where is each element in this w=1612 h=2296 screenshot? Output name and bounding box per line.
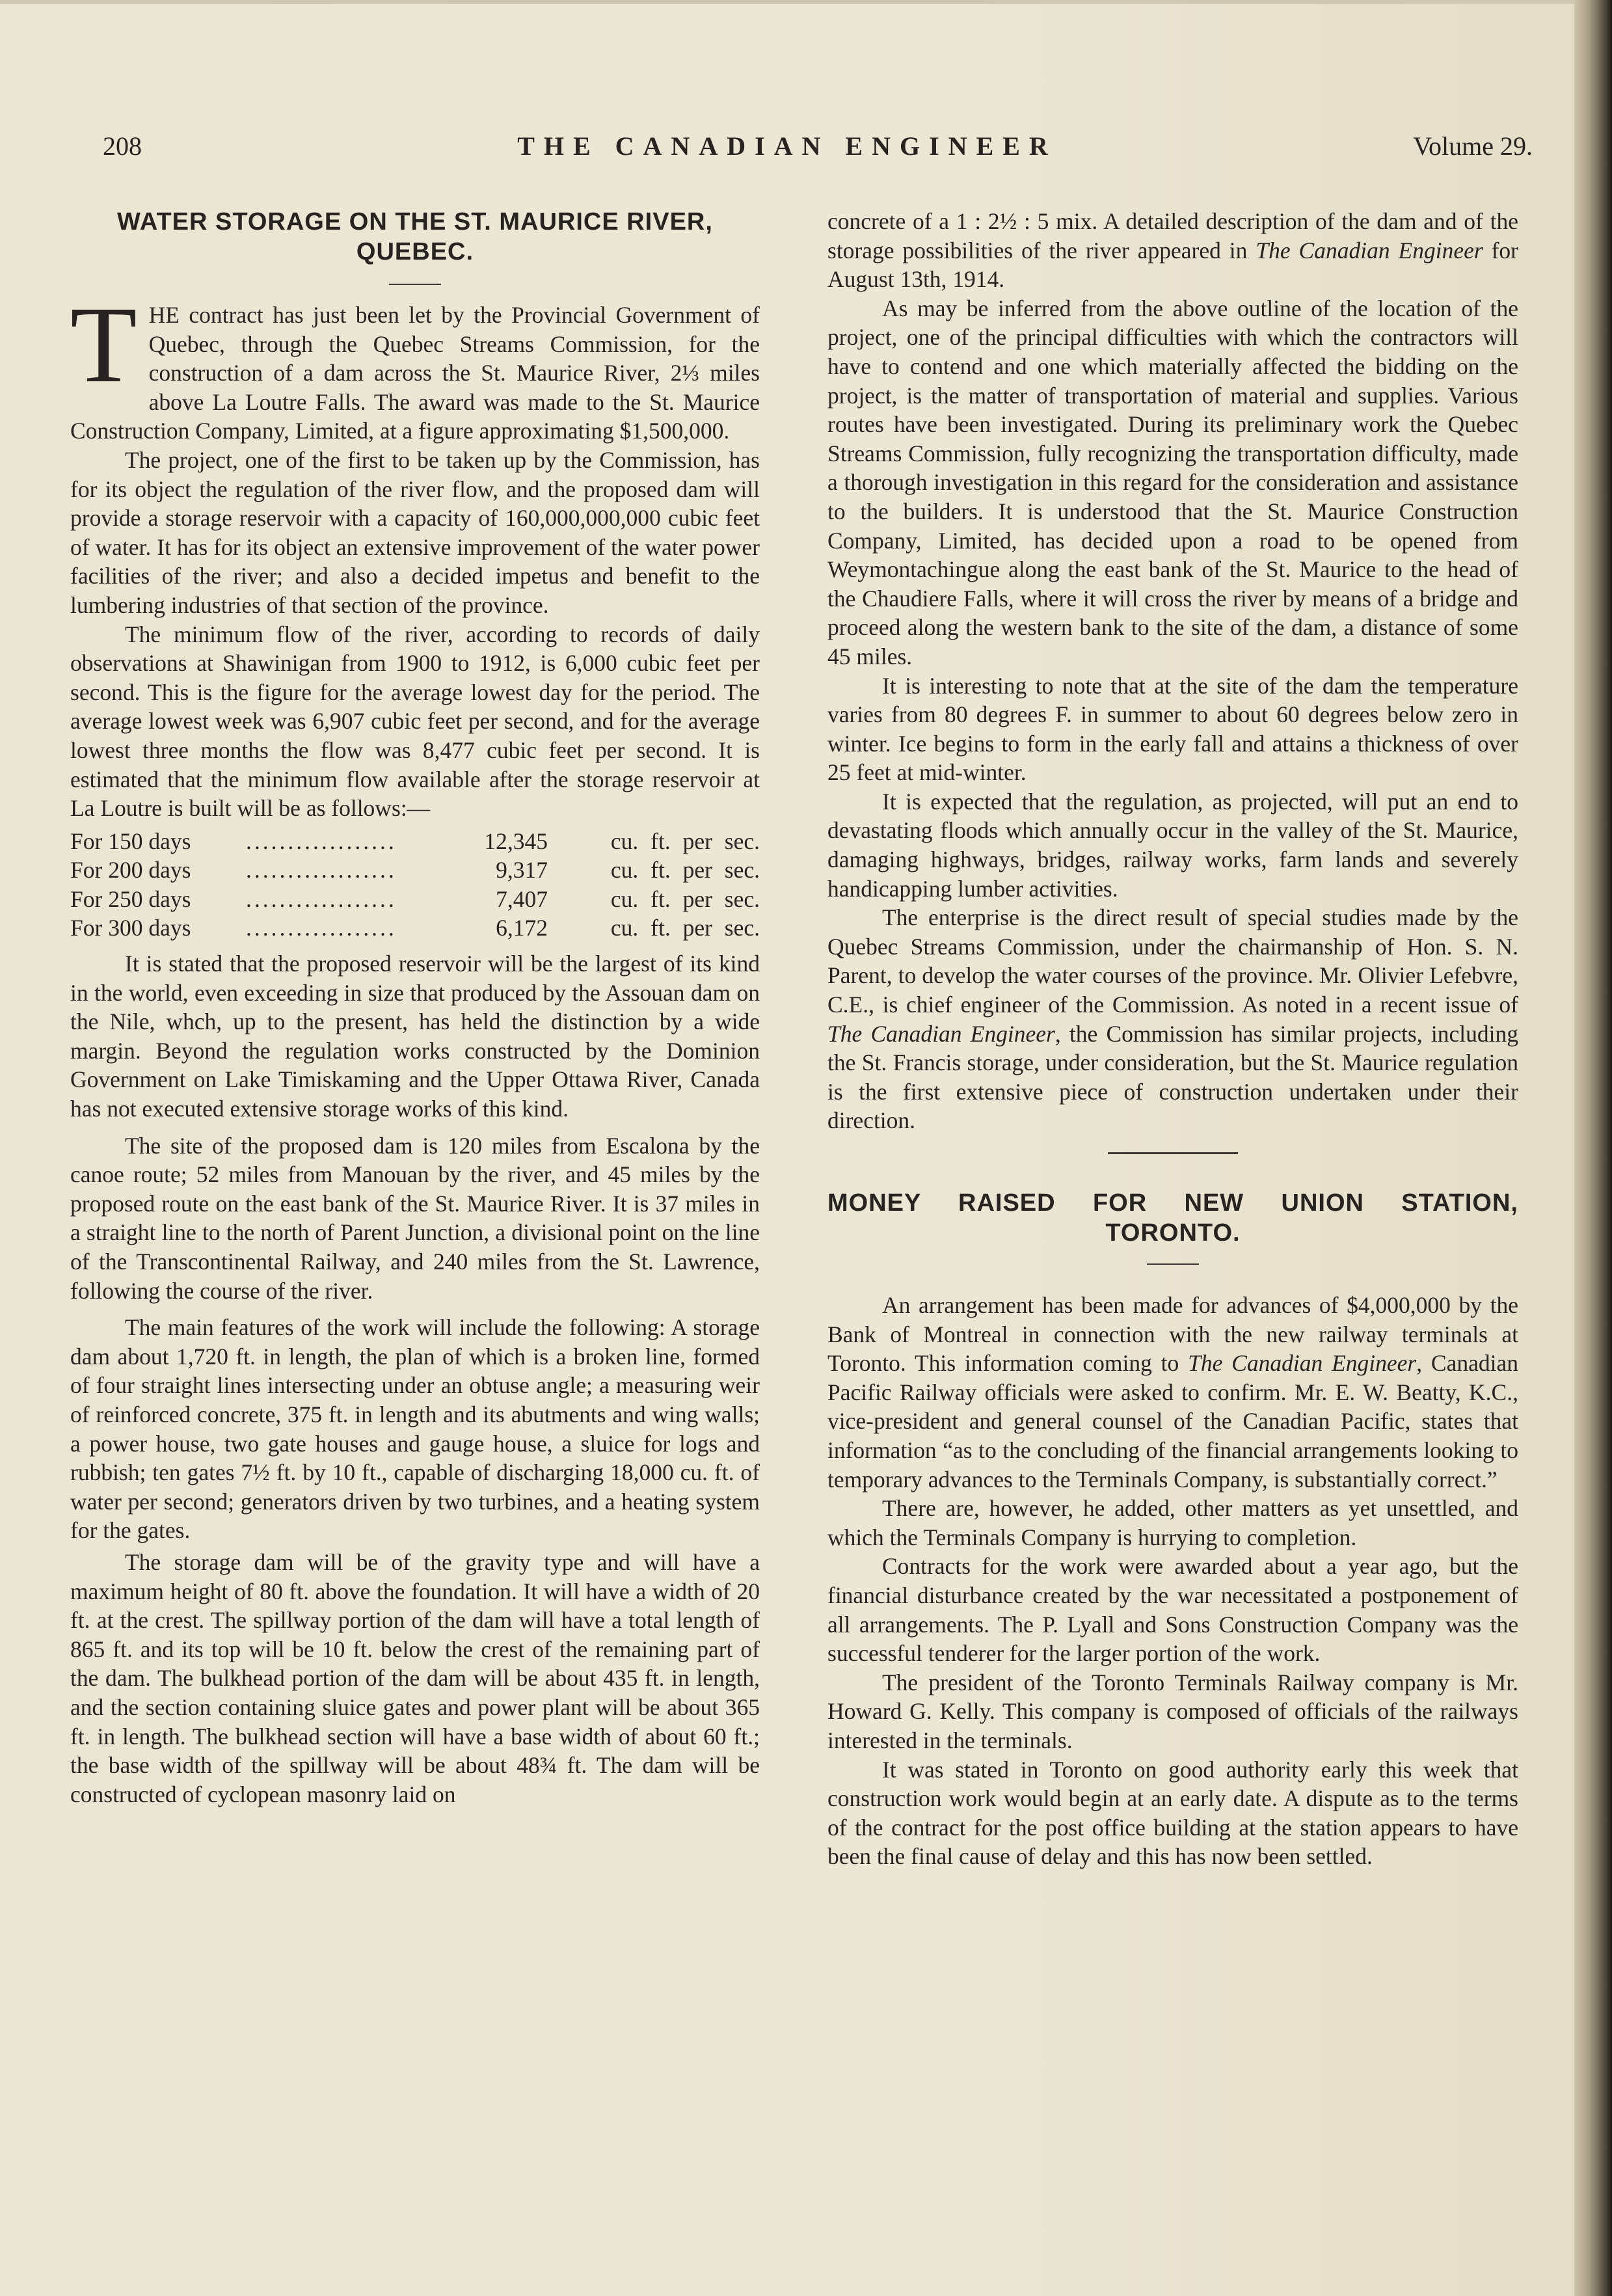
article-separator [1108, 1152, 1238, 1154]
flow-row [70, 913, 760, 943]
paragraph-temperature: It is interesting to note that at the site of the dam the temperature varies from 80 degrees F. in summer to about 60 degrees below zero in winter. Ice begins to form in the early fall and attains a thickness of over 25 feet at mid-winter. [827, 672, 1518, 786]
flow-period: For 150 days [70, 828, 191, 854]
flow-period: For 250 days [70, 885, 191, 912]
article-title-line2: TORONTO. [1105, 1219, 1241, 1247]
paragraph-site: The site of the proposed dam is 120 miles from Escalona by the canoe route; 52 miles from Manouan by the river, and 45 miles by the proposed route on the east bank of the St. Maurice River. It is 37 miles in a straight line to the north of Parent Junction, a divisional point on the line of the Transcontinental Railway, and 240 miles from the St. Lawrence, following the course of the river. [70, 1132, 760, 1304]
text-span: , Canadian Pacific Railway officials were asked to confirm. Mr. E. W. Beatty, K.C., vice-president and general counsel of the Canadian Pacific, states that information “as to the concluding of the financial arrangements looking to temporary advances to the Terminals Company, is substantially correct.” [827, 1350, 1518, 1492]
journal-reference: The Canadian Engineer [1188, 1350, 1417, 1377]
right-column [827, 207, 1518, 1871]
paragraph-construction-start: It was stated in Toronto on good authority early this week that construction work would begin at an early date. A dispute as to the terms of the contract for the post office building at the station appears to have been the final cause of delay and this has now been settled. [827, 1756, 1518, 1870]
flow-value: 7,407 [496, 885, 548, 912]
paragraph-president: The president of the Toronto Terminals Railway company is Mr. Howard G. Kelly. This company is composed of officials of the railways interested in the terminals. [827, 1669, 1518, 1753]
paragraph-intro [70, 284, 760, 446]
journal-reference: The Canadian Engineer [1256, 237, 1483, 263]
paragraph-concrete-mix [827, 207, 1518, 294]
flow-unit: cu. ft. per sec. [610, 915, 760, 941]
journal-title: THE CANADIAN ENGINEER [517, 131, 1057, 161]
paragraph-contracts: Contracts for the work were awarded about a year ago, but the financial disturbance created by the war necessitated a postponement of all arrangements. The P. Lyall and Sons Construction Company was the successful tenderer for the larger portion of the work. [827, 1553, 1518, 1667]
title-rule [1147, 1263, 1199, 1265]
flow-row [70, 827, 760, 856]
flow-unit: cu. ft. per sec. [610, 857, 760, 884]
flow-unit: cu. ft. per sec. [610, 885, 760, 912]
leader-dots: .................. [246, 885, 397, 912]
top-border [0, 0, 1574, 4]
flow-row [70, 885, 760, 914]
text-span: An arrangement has been made for advances of $4,000,000 by the Bank of Montreal in connection with the new railway terminals at Toronto. This information coming to [827, 1292, 1518, 1377]
paragraph-largest-reservoir: It is stated that the proposed reservoir will be the largest of its kind in the world, even exceeding in size that produced by the Assouan dam on the Nile, whch, up to the present, has held the distinction by a wide margin. Beyond the regulation works constructed by the Dominion Government on Lake Timiskaming and the Upper Ottawa River, Canada has not executed extensive storage works of this kind. [70, 951, 760, 1122]
flow-value: 12,345 [484, 828, 548, 854]
flow-value: 9,317 [496, 857, 548, 884]
flow-table [70, 827, 760, 943]
article-union-station [827, 1188, 1518, 1871]
text-span: concrete of a 1 : 2½ : 5 mix. A detailed description of the dam and of the storage possibilities of the river appeared in [827, 208, 1518, 263]
flow-period: For 300 days [70, 915, 191, 941]
text-span: for August 13th, 1914. [827, 237, 1519, 293]
paragraph-storage-dam: The storage dam will be of the gravity type and will have a maximum height of 80 ft. above the foundation. It will have a width of 20 ft. at the crest. The spillway portion of the dam will have a total length of 865 ft. and its top will be 10 ft. below the crest of the remaining part of the dam. The bulkhead portion of the dam will be about 435 ft. in length, and the section containing sluice gates and power plant will be about 365 ft. in length. The bulkhead section will have a base width of about 60 ft.; the base width of the spillway will be about 48¾ ft. The dam will be constructed of cyclopean masonry laid on [70, 1548, 760, 1807]
leader-dots: .................. [246, 915, 397, 941]
article-title-line2: QUEBEC. [356, 238, 474, 265]
article-water-storage [70, 207, 760, 1809]
flow-unit: cu. ft. per sec. [610, 828, 760, 854]
paragraph-enterprise [827, 903, 1518, 1135]
leader-dots: .................. [246, 857, 397, 884]
article-title-line1: MONEY RAISED FOR NEW UNION STATION, [827, 1189, 1518, 1217]
leader-dots: .................. [246, 828, 397, 854]
paragraph-arrangement [827, 1291, 1518, 1494]
flow-period: For 200 days [70, 857, 191, 884]
paragraph-regulation: It is expected that the regulation, as projected, will put an end to devastating floods which annually occur in the valley of the St. Maurice, damaging highways, bridges, railway works, farm lands and severely handicapping lumber activities. [827, 788, 1518, 902]
paragraph-main-features: The main features of the work will include the following: A storage dam about 1,720 ft. in length, the plan of which is a broken line, formed of four straight lines intersecting under an obtuse angle; a measuring weir of reinforced concrete, 375 ft. in length and its abutments and wing walls; a power house, two gate houses and gauge house, a sluice for logs and rubbish; ten gates 7½ ft. by 10 ft., capable of discharging 18,000 cu. ft. of water per second; generators driven by two turbines, and a heating system for the gates. [70, 1314, 760, 1544]
title-rule [389, 284, 441, 285]
volume-label: Volume 29. [1413, 131, 1533, 161]
flow-row [70, 856, 760, 885]
text-span: , the Commission has similar projects, including the St. Francis storage, under consideration, but the St. Maurice regulation is the first extensive piece of construction undertaken under their direction. [827, 1020, 1518, 1134]
paragraph-project: The project, one of the first to be taken up by the Commission, has for its object the regulation of the river flow, and the proposed dam will provide a storage reservoir with a capacity of 160,000,000,000 cubic feet of water. It has for its object an extensive improvement of the water power facilities of the river; and also a decided impetus and benefit to the lumbering industries of that section of the province. [70, 446, 760, 618]
paragraph-transportation: As may be inferred from the above outline of the location of the project, one of the principal difficulties with which the contractors will have to contend and one which materially affected the bidding on the project, is the matter of transportation of material and supplies. Various routes have been investigated. During its preliminary work the Quebec Streams Commission, fully recognizing the transportation difficulty, made a thorough investigation in this regard for the consideration and assistance to the builders. It is understood that the St. Maurice Construction Company, Limited, has decided upon a road to be opened from Weymontachingue along the east bank of the St. Maurice to the head of the Chaudiere Falls, where it will cross the river by means of a bridge and proceed along the western bank to the site of the dam, a distance of some 45 miles. [827, 295, 1518, 669]
binding-gutter [1574, 0, 1612, 2296]
paragraph-unsettled: There are, however, he added, other matters as yet unsettled, and which the Terminals Company is hurrying to completion. [827, 1495, 1518, 1550]
drop-cap: T [70, 284, 137, 405]
paragraph-intro-text: HE contract has just been let by the Provincial Government of Quebec, through the Quebec Streams Commission, for the construction of a dam across the St. Maurice River, 2⅓ miles above La Loutre Falls. The award was made to the St. Maurice Construction Company, Limited, at a figure approximating $1,500,000. [70, 302, 760, 444]
journal-reference: The Canadian Engineer [827, 1020, 1055, 1047]
text-span: The enterprise is the direct result of special studies made by the Quebec Streams Commission, under the chairmanship of Hon. S. N. Parent, to develop the water courses of the province. Mr. Olivier Lefebvre, C.E., is chief engineer of the Commission. As noted in a recent issue of [827, 904, 1518, 1018]
article-title-line1: WATER STORAGE ON THE ST. MAURICE RIVER, [117, 208, 713, 236]
page-number: 208 [103, 131, 142, 161]
paragraph-minimum-flow: The minimum flow of the river, according to records of daily observations at Shawinigan from 1900 to 1912, is 6,000 cubic feet per second. This is the figure for the average lowest day for the period. The average lowest week was 6,907 cubic feet per second, and for the average lowest three months the flow was 8,477 cubic feet per second. It is estimated that the minimum flow available after the storage reservoir at La Loutre is built will be as follows:— [70, 621, 760, 822]
left-column [70, 207, 760, 1809]
flow-value: 6,172 [496, 915, 548, 941]
